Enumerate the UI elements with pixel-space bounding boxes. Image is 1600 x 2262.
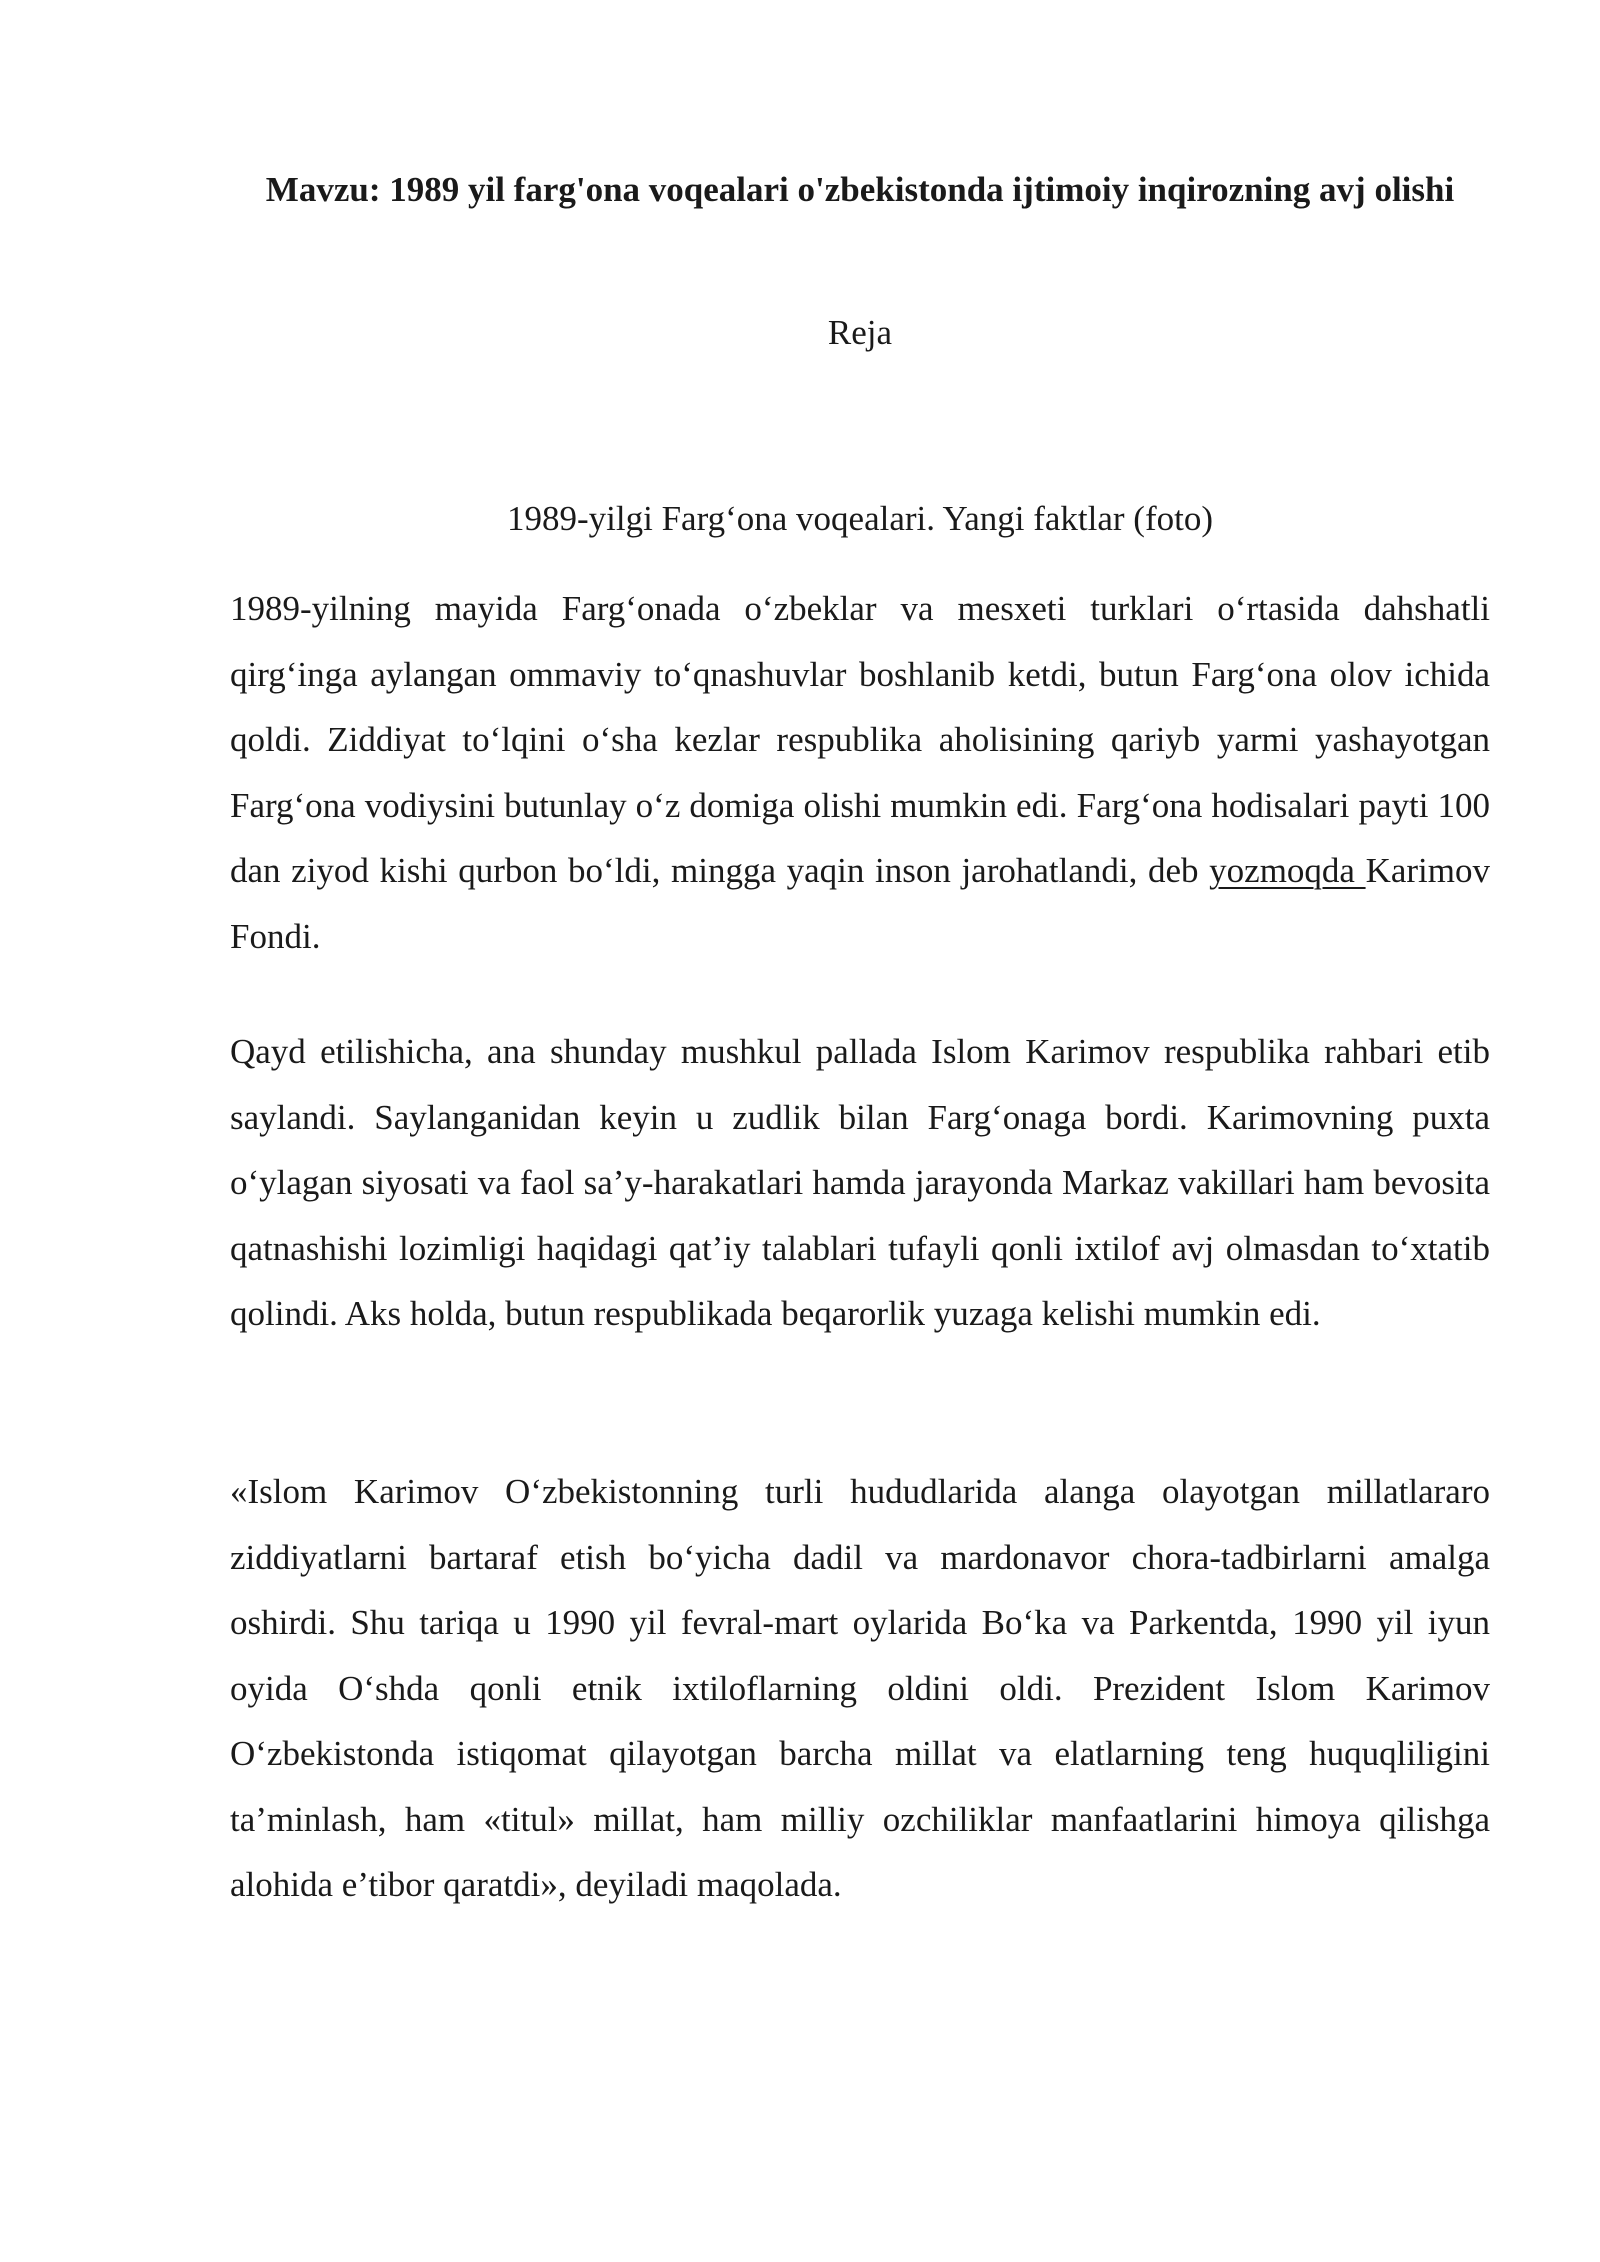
- plan-label: Reja: [827, 313, 893, 352]
- paragraph-3: «Islom Karimov O‘zbekistonning turli hududlarida alanga olayotgan millatlararo ziddiyatlarni bartaraf etish bo‘yicha dadil va mardonavor chora-tadbirlarni amalga oshirdi. Shu tariqa u 1990 yil fevral-mart oylarida Bo‘ka va Parkentda, 1990 yil iyun oyida O‘shda qonli etnik ixtiloflarning oldini oldi. Prezident Islom Karimov O‘zbekistonda istiqomat qilayotgan barcha millat va elatlarning teng huquqliligini ta’minlash, ham «titul» millat, ham milliy ozchiliklar manfaatlarini himoya qilishga alohida e’tibor qaratdi», deyiladi maqolada.: [230, 1472, 1490, 1904]
- source-link[interactable]: yozmoqda: [1209, 851, 1366, 890]
- document-title: Mavzu: 1989 yil farg'ona voqealari o'zbekistonda ijtimoiy inqirozning avj olishi: [265, 170, 1455, 209]
- paragraph-2: Qayd etilishicha, ana shunday mushkul pallada Islom Karimov respublika rahbari etib saylandi. Saylanganidan keyin u zudlik bilan Farg‘onaga bordi. Karimovning puxta o‘ylagan siyosati va faol sa’y-harakatlari hamda jarayonda Markaz vakillari ham bevosita qatnashishi lozimligi haqidagi qat’iy talablari tufayli qonli ixtilof avj olmasdan to‘xtatib qolindi. Aks holda, butun respublikada beqarorlik yuzaga kelishi mumkin edi.: [230, 1032, 1490, 1333]
- section-subheading: 1989-yilgi Farg‘ona voqealari. Yangi faktlar (foto): [507, 499, 1213, 538]
- paragraph-1-text: 1989-yilning mayida Farg‘onada o‘zbeklar va mesxeti turklari o‘rtasida dahshatli qirg‘inga aylangan ommaviy to‘qnashuvlar boshlanib ketdi, butun Farg‘ona olov ichida qoldi. Ziddiyat to‘lqini o‘sha kezlar respublika aholisining qariyb yarmi yashayotgan Farg‘ona vodiysini butunlay o‘z domiga olishi mumkin edi. Farg‘ona hodisalari payti 100 dan ziyod kishi qurbon bo‘ldi, mingga yaqin inson jarohatlandi, deb: [230, 589, 1490, 890]
- paragraph-1: [230, 576, 1490, 969]
- paragraph-1-text-end: Karimov Fondi.: [230, 851, 1490, 956]
